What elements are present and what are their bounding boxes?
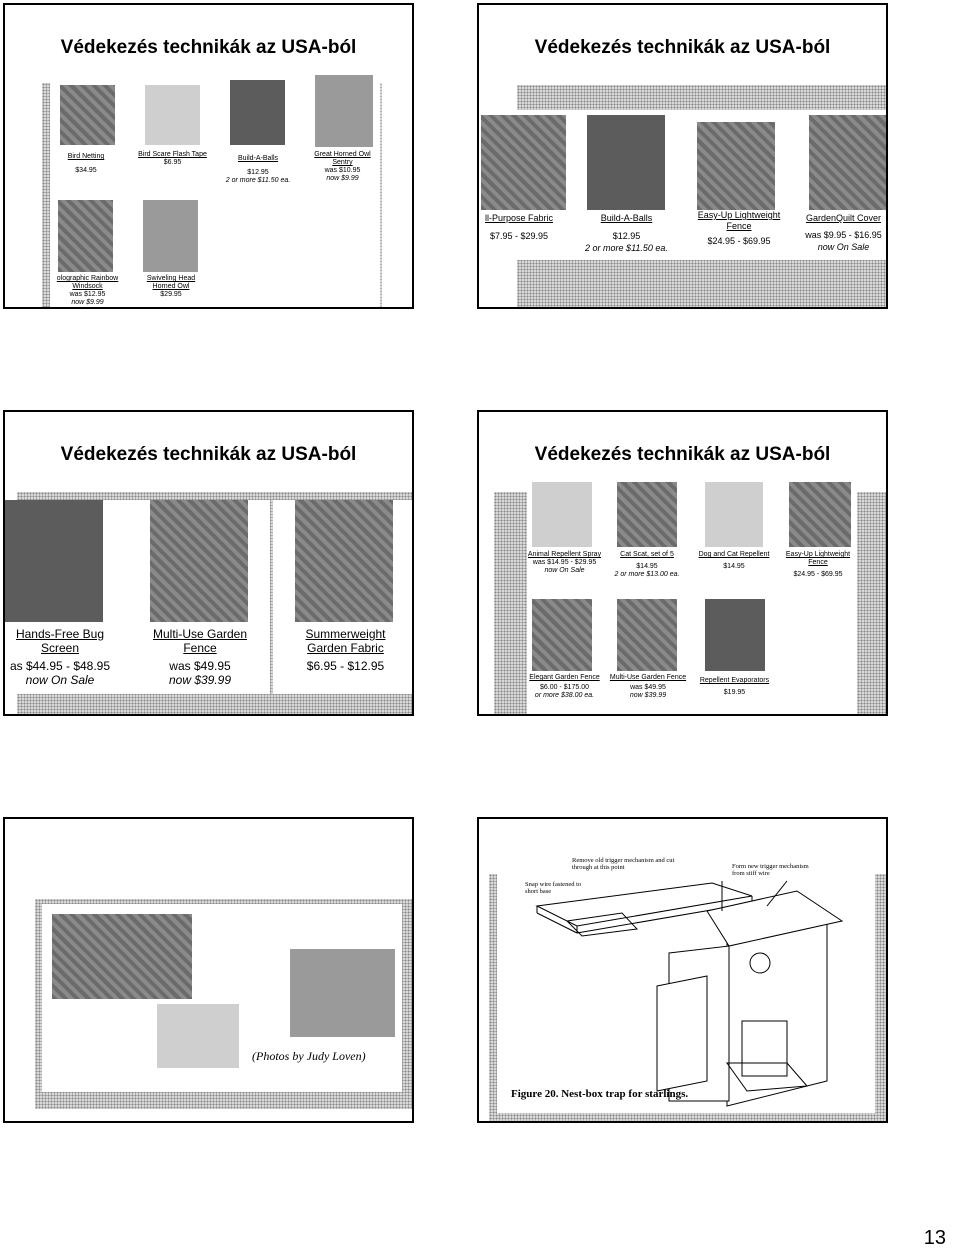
slide-3 (3, 410, 414, 716)
slide-6 (477, 817, 888, 1123)
product-panel (479, 110, 888, 260)
product-label: Great Horned Owl Sentry was $10.95 now $9.99 (314, 151, 371, 182)
product-image (5, 500, 103, 622)
product-image (532, 599, 592, 671)
product-image (58, 200, 113, 272)
product-image (60, 85, 115, 145)
product-label: Repellent Evaporators $19.95 (699, 677, 770, 696)
photo-credit: (Photos by Judy Loven) (252, 1049, 366, 1063)
photo (52, 914, 192, 999)
product-label: Cat Scat, set of 5 $14.95 2 or more $13.00 ea. (614, 551, 680, 578)
product-image (705, 482, 763, 547)
product-image (295, 500, 393, 622)
product-label: Animal Repellent Spray was $14.95 - $29.95 now On Sale (527, 551, 602, 574)
product-image (230, 80, 285, 145)
product-label: Elegant Garden Fence $6.00 - $175.00 or more $38.00 ea. (529, 674, 600, 699)
slide-5 (3, 817, 414, 1123)
product-image (617, 482, 677, 547)
slide-4 (477, 410, 888, 716)
product-panel (5, 500, 270, 694)
product-image (143, 200, 198, 272)
product-label: GardenQuilt Cover was $9.95 - $16.95 now On Sale (805, 213, 882, 252)
product-image (789, 482, 851, 547)
figure-caption: Figure 20. Nest-box trap for starlings. (511, 1088, 689, 1100)
page-number: 13 (923, 1227, 946, 1249)
product-image (315, 75, 373, 147)
slide-title: Védekezés technikák az USA-ból (60, 37, 357, 58)
product-image (809, 115, 887, 210)
product-label: Hands-Free Bug Screen as $44.95 - $48.95 now On Sale (9, 627, 111, 687)
product-panel (273, 500, 413, 694)
product-label: Bird Netting $34.95 (67, 153, 105, 174)
product-image (587, 115, 665, 210)
product-panel (527, 477, 857, 716)
product-image (532, 482, 592, 547)
photo (157, 1004, 239, 1068)
product-image (617, 599, 677, 671)
product-image (705, 599, 765, 671)
product-image (697, 122, 775, 210)
slide-title: Védekezés technikák az USA-ból (534, 37, 831, 58)
slide-1 (3, 3, 414, 309)
photo (290, 949, 395, 1037)
annotation: Snap wire fastened to short base (525, 881, 582, 895)
product-label: Dog and Cat Repellent $14.95 (698, 551, 770, 570)
product-label: Bird Scare Flash Tape $6.95 (138, 151, 207, 166)
slide-title: Védekezés technikák az USA-ból (60, 444, 357, 465)
product-image (150, 500, 248, 622)
product-label: ll-Purpose Fabric $7.95 - $29.95 (484, 213, 554, 241)
slide-2 (477, 3, 888, 309)
product-label: Easy-Up Lightweight Fence $24.95 - $69.95 (697, 210, 781, 246)
annotation: Remove old trigger mechanism and cut through at this point (572, 857, 675, 871)
product-panel (50, 75, 380, 309)
product-label: Build-A-Balls $12.95 2 or more $11.50 ea. (225, 155, 291, 184)
annotation: Form new trigger mechanism from stiff wire (732, 863, 809, 877)
product-label: Summerweight Garden Fabric $6.95 - $12.95 (305, 627, 386, 673)
product-label: Multi-Use Garden Fence was $49.95 now $39.99 (152, 627, 248, 687)
slide-title: Védekezés technikák az USA-ból (534, 444, 831, 465)
product-label: olographic Rainbow Windsock was $12.95 now $9.99 (56, 275, 119, 306)
product-image (481, 115, 566, 210)
product-label: Swiveling Head Horned Owl $29.95 (146, 275, 196, 298)
product-label: Multi-Use Garden Fence was $49.95 now $39.99 (609, 674, 687, 699)
product-image (145, 85, 200, 145)
product-label: Build-A-Balls $12.95 2 or more $11.50 ea. (585, 213, 668, 253)
figure-panel (497, 851, 875, 1113)
product-label: Easy-Up Lightweight Fence $24.95 - $69.95 (785, 551, 851, 578)
photo-panel (42, 904, 402, 1092)
